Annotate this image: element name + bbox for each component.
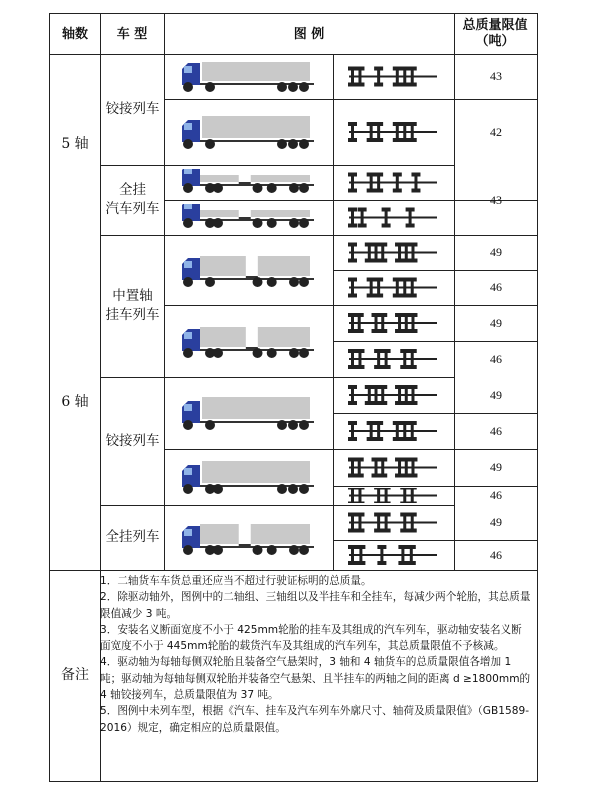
truck-illustration (178, 457, 320, 501)
mass-limit-value: 46 (490, 423, 502, 438)
mass-limit-value: 46 (490, 351, 502, 366)
axle-diagram (341, 451, 445, 488)
truck-illustration (178, 112, 320, 156)
header-type: 车 型 (116, 26, 148, 42)
axle-diagram (341, 307, 445, 343)
axle-diagram (341, 507, 445, 542)
vehicle-type-cell (101, 54, 164, 165)
axle-diagram (341, 488, 445, 507)
truck-illustration (178, 169, 320, 200)
vehicle-type-line: 中置轴 (112, 288, 153, 304)
vehicle-type-cell (101, 505, 164, 570)
vehicle-type-line: 全挂 (119, 182, 146, 198)
mass-limit-value: 49 (490, 315, 502, 330)
mass-limit-value: 46 (490, 547, 502, 562)
vehicle-type-line: 挂车列车 (105, 307, 160, 323)
note-2: 2．除驱动轴外，图例中的二轴组、三轴组以及半挂车和全挂车，每减少两个轮胎，其总质量限值减少 3 吨。 (100, 591, 531, 620)
remarks-label: 备注 (61, 667, 89, 683)
truck-illustration (178, 518, 320, 562)
vehicle-type-line: 全挂列车 (105, 529, 160, 545)
truck-illustration (178, 58, 320, 99)
header-limit-line2: （吨） (475, 34, 515, 49)
truck-illustration (178, 393, 320, 437)
vehicle-type-cell (101, 377, 164, 505)
truck-illustration (178, 204, 320, 235)
header-diagram: 图 例 (293, 26, 325, 42)
axle-count-cell: 6 轴 (61, 394, 89, 410)
mass-limit-value: 49 (490, 387, 502, 402)
vehicle-type-line: 铰接列车 (105, 432, 160, 449)
axle-diagram (341, 56, 445, 101)
vehicle-type-cell (101, 235, 164, 377)
axle-diagram (341, 101, 445, 167)
mass-limit-value: 46 (490, 280, 502, 294)
note-1: 1．二轴货车车货总重还应当不超过行驶证标明的总质量。 (100, 575, 372, 587)
note-4: 4．驱动轴为每轴每侧双轮胎且装备空气悬架时，3 轴和 4 轴货车的总质量限值各增加 1 吨；驱动轴为每轴每侧双轮胎并装备空气悬架、且半挂车的两轴之间的距离 d ≥1800mm的 4 轴铰接列车，总质量限值为 37 吨。 (100, 656, 531, 702)
vehicle-type-cell (101, 165, 164, 235)
axle-diagram (341, 167, 445, 202)
mass-limit-value: 49 (490, 245, 502, 259)
note-5: 5．图例中未列车型，根据《汽车、挂车及汽车列车外廓尺寸、轴荷及质量限值》（GB1589-2016）规定，确定相应的总质量限值。 (100, 705, 530, 734)
remarks-notes (100, 573, 532, 736)
axle-diagram (341, 202, 445, 237)
axle-diagram (341, 343, 445, 379)
truck-illustration (178, 321, 320, 365)
vehicle-type-line: 铰接列车 (105, 101, 160, 117)
header-axles: 轴数 (61, 26, 88, 42)
mass-limit-value: 46 (490, 488, 502, 502)
axle-diagram (341, 379, 445, 415)
note-3: 3．安装名义断面宽度不小于 425mm轮胎的挂车及其组成的汽车列车，驱动轴安装名义断面宽度不小于 445mm轮胎的载货汽车及其组成的汽车列车，其总质量限值不予核减。 (100, 623, 522, 653)
vehicle-type-line: 汽车列车 (105, 201, 160, 217)
axle-count-cell: 5 轴 (61, 136, 89, 152)
axle-diagram (341, 415, 445, 451)
mass-limit-value: 42 (490, 124, 502, 139)
header-limit (454, 14, 536, 54)
axle-diagram (341, 272, 445, 307)
axle-diagram (341, 237, 445, 272)
header-limit-line1: 总质量限值 (462, 18, 528, 33)
mass-limit-value: 49 (490, 515, 502, 529)
truck-illustration (178, 250, 320, 294)
mass-limit-value: 43 (490, 69, 502, 83)
mass-limit-value: 49 (490, 460, 502, 474)
mass-limit-value: 43 (490, 192, 502, 207)
axle-diagram (341, 542, 445, 572)
